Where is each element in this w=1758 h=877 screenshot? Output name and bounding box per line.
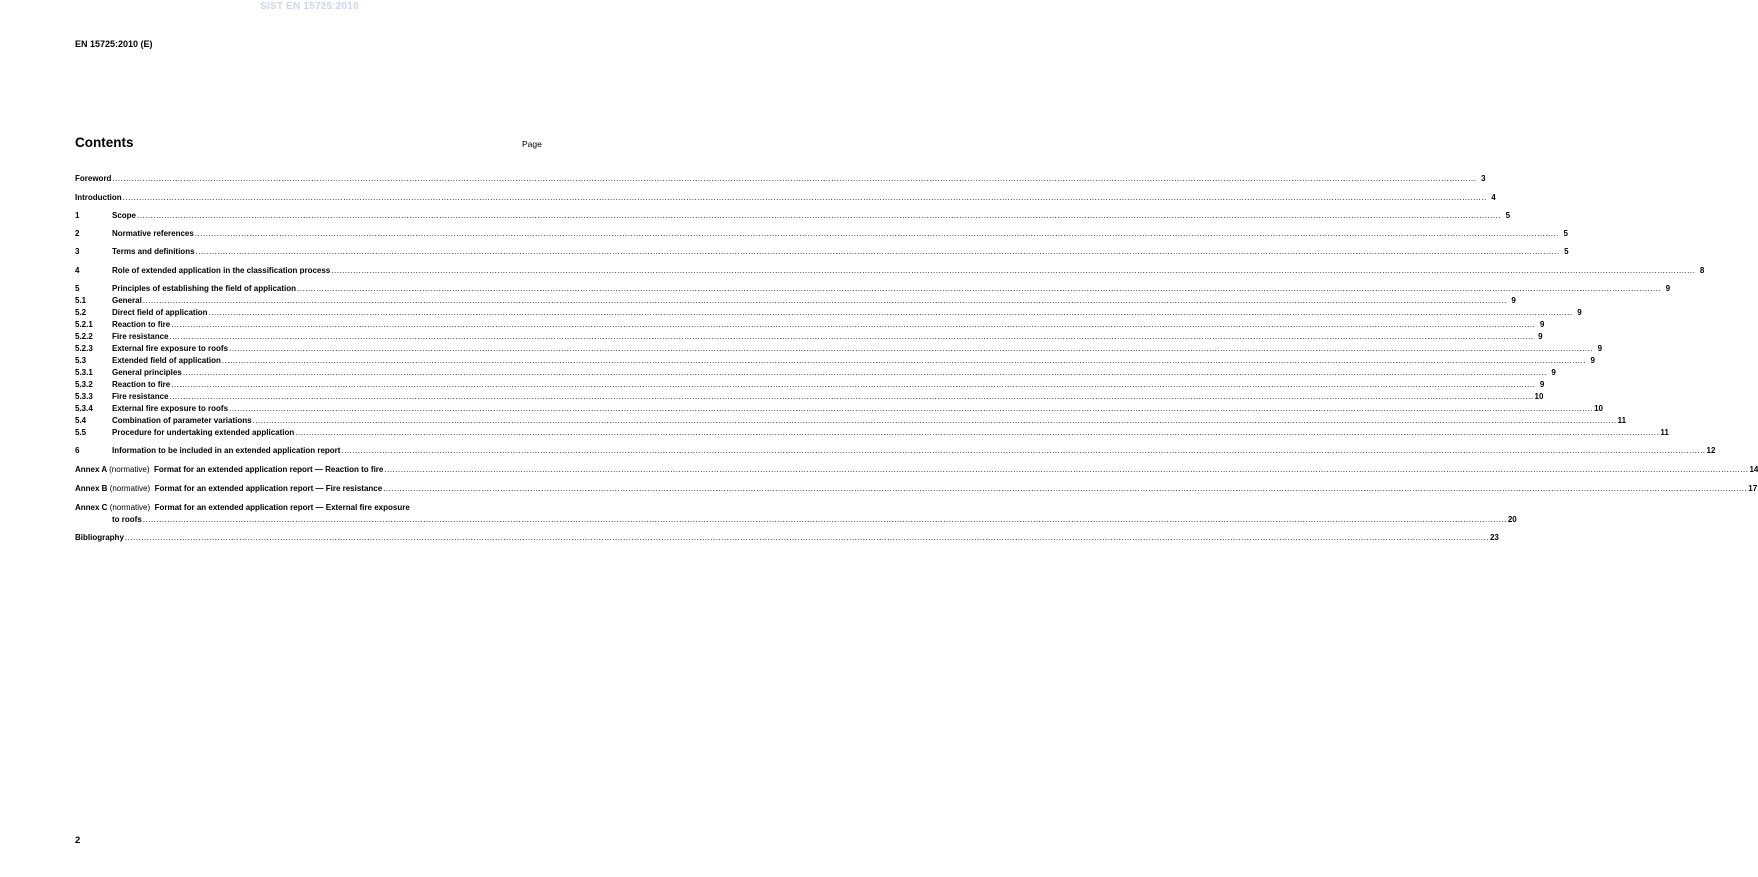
toc-entry-page: 5 [1564,247,1569,256]
toc-entry-number: 5.3.2 [75,380,93,389]
toc-entry-number: 5.3 [75,356,87,365]
toc-entry-title: Scope [112,211,137,220]
toc-entry-subclause[interactable] [75,414,1627,425]
annex-title: Format for an extended application report — Reaction to fire [154,465,384,474]
toc-entry-number: 5.4 [75,416,87,425]
annex-title-continuation: to roofs [112,515,142,524]
toc-entry-title: External fire exposure to roofs [112,344,229,353]
toc-entry-number: 2 [75,229,80,238]
dot-leader [253,416,1617,425]
toc-entry-title: General [112,296,142,305]
toc-entry-title: Foreword [75,174,112,183]
dot-leader [143,296,1507,305]
toc-entry-subclause[interactable] [75,306,1582,317]
toc-entry-annex-c-continuation[interactable] [75,513,1517,524]
dot-leader [169,332,1533,341]
toc-entry-page: 9 [1539,320,1545,329]
toc-entry-page: 9 [1590,356,1595,365]
annex-label: Annex C [75,503,108,512]
toc-entry-number: 5.3.1 [75,368,93,377]
toc-entry-title: Reaction to fire [112,320,171,329]
contents-title: Contents [75,135,134,150]
dot-leader [297,284,1661,293]
toc-entry-subclause[interactable] [75,366,1556,377]
toc-entry-number: 1 [75,211,80,220]
toc-entry-title: Reaction to fire [112,380,171,389]
dot-leader [222,356,1586,365]
dot-leader [125,533,1489,542]
toc-entry-title [75,465,383,474]
toc-entry-title: Fire resistance [112,332,169,341]
toc-entry-number: 5.2 [75,308,87,317]
toc-entry-page: 9 [1511,296,1516,305]
toc-entry-page: 9 [1577,308,1582,317]
dot-leader [171,320,1535,329]
toc-entry-title: Combination of parameter variations [112,416,252,425]
toc-entry-title: Extended field of application [112,356,221,365]
dot-leader [341,446,1705,455]
annex-label: Annex A [75,465,107,474]
dot-leader [169,392,1533,401]
toc-entry-title: Introduction [75,193,122,202]
toc-entry-page: 9 [1597,344,1603,353]
toc-entry-page: 5 [1505,211,1511,220]
toc-entry-clause[interactable] [75,209,1511,220]
annex-title: Format for an extended application report — Fire resistance [154,484,383,493]
dot-leader [209,308,1573,317]
toc-entry-number: 5.2.2 [75,332,93,341]
toc-entry-title: Fire resistance [112,392,169,401]
toc-entry-clause[interactable] [75,245,1569,256]
toc-entry-annex-c[interactable] [75,501,583,512]
toc-entry-page: 4 [1491,193,1496,202]
annex-kind: (normative) [109,465,150,474]
toc-entry-title: Terms and definitions [112,247,195,256]
page-number: 2 [75,835,81,846]
toc-entry-title: Direct field of application [112,308,208,317]
toc-entry-title: Bibliography [75,533,124,542]
toc-entry-page: 23 [1489,533,1499,542]
toc-entry-page: 11 [1660,428,1669,437]
toc-entry-bibliography[interactable] [75,531,1499,542]
watermark: SIST EN 15725:2010 [260,1,359,12]
toc-entry-title: Procedure for undertaking extended application [112,428,295,437]
dot-leader [383,484,1747,493]
toc-entry-number: 6 [75,446,80,455]
toc-entry-title [75,503,410,512]
toc-entry-title: General principles [112,368,182,377]
dot-leader [295,428,1659,437]
toc-entry-title: Role of extended application in the classification process [112,266,331,275]
toc-entry-page: 5 [1563,229,1568,238]
toc-entry-subclause[interactable] [75,426,1669,437]
toc-entry-annex-a[interactable] [75,463,1758,474]
dot-leader [229,404,1593,413]
toc-entry-clause[interactable] [75,227,1568,238]
toc-entry-introduction[interactable] [75,191,1496,202]
toc-entry-number: 3 [75,247,80,256]
toc-entry-foreword[interactable] [75,172,1486,183]
toc-entry-page: 11 [1617,416,1627,425]
dot-leader [123,193,1487,202]
annex-label: Annex B [75,484,108,493]
dot-leader [195,229,1559,238]
toc-entry-page: 9 [1665,284,1671,293]
toc-entry-clause[interactable] [75,444,1716,455]
annex-kind: (normative) [109,503,151,512]
toc-entry-page: 9 [1539,380,1545,389]
toc-entry-number: 5 [75,284,80,293]
toc-entry-page: 17 [1748,484,1758,493]
toc-entry-number: 5.3.3 [75,392,93,401]
toc-entry-subclause[interactable] [75,402,1603,413]
toc-entry-subclause[interactable] [75,294,1516,305]
toc-entry-page: 9 [1538,332,1543,341]
toc-entry-number: 5.2.1 [75,320,93,329]
toc-entry-title: External fire exposure to roofs [112,404,229,413]
toc-entry-clause[interactable] [75,282,1671,293]
toc-entry-page: 9 [1551,368,1556,377]
toc-entry-subclause[interactable] [75,354,1595,365]
toc-entry-page: 10 [1534,392,1544,401]
dot-leader [171,380,1535,389]
toc-entry-subclause[interactable] [75,390,1544,401]
toc-entry-number: 5.3.4 [75,404,93,413]
document-id: EN 15725:2010 (E) [75,39,153,49]
toc-entry-title [75,484,382,493]
toc-entry-page: 12 [1706,446,1716,455]
toc-entry-title: Principles of establishing the field of application [112,284,297,293]
toc-entry-subclause[interactable] [75,318,1545,329]
dot-leader [137,211,1501,220]
toc-entry-page: 10 [1594,404,1603,413]
toc-entry-page: 8 [1699,266,1705,275]
toc-entry-page: 14 [1749,465,1758,474]
toc-entry-number: 4 [75,266,80,275]
toc-entry-subclause[interactable] [75,378,1545,389]
toc-entry-page: 20 [1507,515,1517,524]
toc-entry-title: Normative references [112,229,194,238]
annex-kind: (normative) [109,484,151,493]
dot-leader [331,266,1695,275]
dot-leader [229,344,1593,353]
toc-entry-clause[interactable] [75,264,1705,275]
toc-entry-number: 5.5 [75,428,87,437]
toc-entry-title: Information to be included in an extended application report [112,446,341,455]
toc-entry-subclause[interactable] [75,330,1543,341]
toc-entry-number: 5.1 [75,296,87,305]
dot-leader [196,247,1560,256]
annex-title: Format for an extended application report — External fire exposure [154,503,410,512]
dot-leader [112,174,1476,183]
dot-leader [143,515,1507,524]
dot-leader [183,368,1547,377]
dot-leader [384,465,1748,474]
toc-entry-subclause[interactable] [75,342,1603,353]
toc-entry-annex-b[interactable] [75,482,1758,493]
toc-entry-number: 5.2.3 [75,344,93,353]
page-column-label: Page [522,139,542,149]
toc-entry-page: 3 [1481,174,1486,183]
